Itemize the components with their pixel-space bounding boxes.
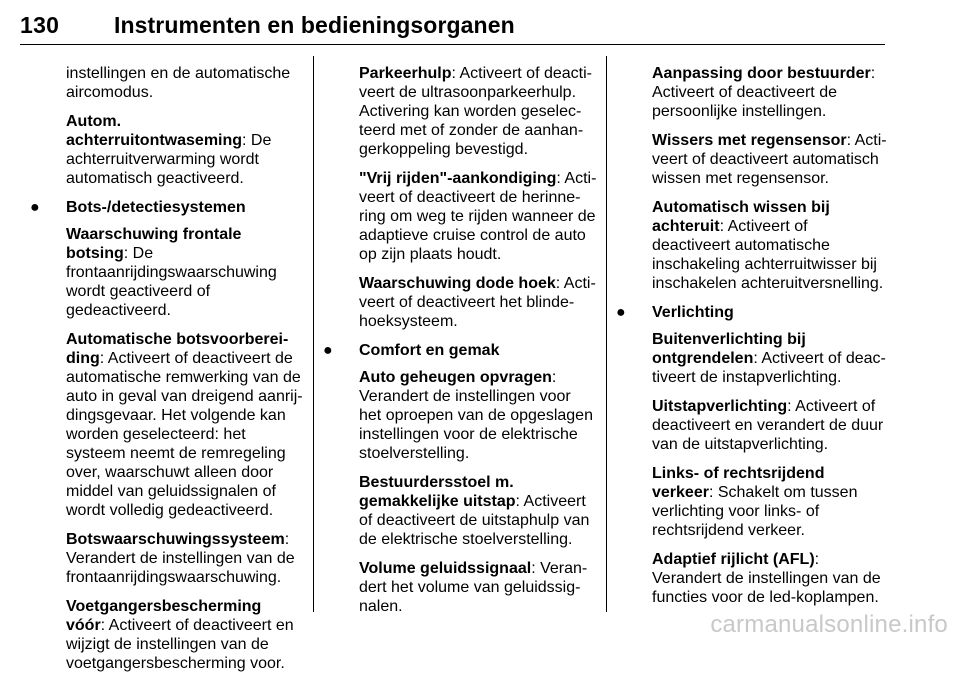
paragraph [66, 330, 304, 520]
page-title: Instrumenten en bedieningsorganen [114, 12, 515, 38]
description: : Activeert of deactiveert en verandert de duur van de uitstapverlichting. [652, 398, 884, 453]
term: Aanpassing door bestuurder [652, 65, 871, 82]
watermark: carmanualsonline.info [710, 611, 948, 638]
column-3 [616, 64, 890, 617]
term: Adaptief rijlicht (AFL) [652, 551, 815, 568]
paragraph [66, 597, 304, 673]
term: Volume geluidssignaal [359, 560, 532, 577]
page-number: 130 [20, 12, 60, 38]
term: Waarschuwing dode hoek [359, 275, 556, 292]
description: : Activeert of deactiveert automatische inschakeling achterruitwisser bij inschakelen achteruitversnelling. [652, 218, 884, 292]
paragraph [359, 559, 597, 616]
description: : Activeert of deactiveert de uitstaphulp van de elektrische stoelverstelling. [359, 493, 590, 548]
bullet-heading-label: Verlichting [652, 304, 734, 321]
description: : Activeert of deactiveert de ultrasoonparkeerhulp. Activering kan worden geselecteerd met of zonder de aanhangerkoppeling bevestigd. [359, 65, 592, 158]
term: Voetgangersbescherming vóór [66, 598, 262, 634]
bullet-heading-label: Comfort en gemak [359, 342, 500, 359]
paragraph [652, 464, 890, 540]
bullet-heading-label: Bots-/detectiesystemen [66, 199, 246, 216]
term: Automatisch wissen bij achteruit [652, 199, 830, 235]
paragraph [652, 330, 890, 387]
term: Buitenverlichting bij ontgrendelen [652, 331, 806, 367]
description: : Verandert de instellingen van de frontaanrijdingswaarschuwing. [66, 531, 295, 586]
description: : Schakelt om tussen verlichting voor links- of rechtsrijdend verkeer. [652, 484, 858, 539]
paragraph [652, 198, 890, 293]
bullet-heading [30, 198, 304, 217]
column-divider-1 [313, 56, 314, 612]
bullet-icon: ● [616, 304, 626, 321]
paragraph [652, 397, 890, 454]
bullet-icon: ● [30, 199, 40, 216]
term: Waarschuwing frontale botsing [66, 226, 242, 262]
paragraph [359, 169, 597, 264]
description: : Activeert of deactiveert de herinnering om weg te rijden wanneer de adaptieve cruise control de auto op zijn plaats houdt. [359, 170, 597, 263]
bullet-icon: ● [323, 342, 333, 359]
term: Bestuurdersstoel m. gemakkelijke uitstap [359, 474, 516, 510]
paragraph [359, 368, 597, 463]
term: Botswaarschuwingssysteem [66, 531, 285, 548]
column-2 [323, 64, 597, 626]
bullet-heading [323, 341, 597, 360]
paragraph [66, 530, 304, 587]
column-divider-2 [606, 56, 607, 612]
description: : Activeert of deactiveert de automatische remwerking van de auto in geval van dreigend aanrijdingsgevaar. Het volgende kan worden geselecteerd: het systeem neemt de remregeling over, waarschuwt alleen door middel van geluidssignalen of wordt volledig gedeactiveerd. [66, 350, 303, 519]
term: Wissers met regensensor [652, 132, 847, 149]
term: Auto geheugen opvragen [359, 369, 552, 386]
description: : Activeert of deactiveert het blinde-hoeksysteem. [359, 275, 596, 330]
paragraph [66, 225, 304, 320]
bullet-heading [616, 303, 890, 322]
column-1 [30, 64, 304, 683]
description: : De achterruitverwarming wordt automatisch geactiveerd. [66, 132, 272, 187]
paragraph [66, 112, 304, 188]
description: : De frontaanrijdingswaarschuwing wordt geactiveerd of gedeactiveerd. [66, 245, 277, 319]
paragraph [652, 550, 890, 607]
description: : Verandert de instellingen van de functies voor de led-koplampen. [652, 551, 881, 606]
paragraph [652, 131, 890, 188]
header-rule [20, 44, 885, 45]
description: : Verandert het volume van geluidssignalen. [359, 560, 588, 615]
paragraph [359, 64, 597, 159]
term: Automatische botsvoorbereiding [66, 331, 289, 367]
term: Links- of rechtsrijdend verkeer [652, 465, 825, 501]
description: : Verandert de instellingen voor het oproepen van de opgeslagen instellingen voor de elektrische stoelverstelling. [359, 369, 593, 462]
description: : Activeert of deactiveert de instapverlichting. [652, 350, 886, 386]
term: Autom. achterruitontwaseming [66, 113, 243, 149]
paragraph [359, 274, 597, 331]
paragraph: instellingen en de automatische aircomodus. [66, 65, 291, 101]
paragraph [652, 64, 890, 121]
description: : Activeert of deactiveert en wijzigt de instellingen van de voetgangersbescherming voor. [66, 617, 294, 672]
term: Uitstapverlichting [652, 398, 788, 415]
description: : Activeert of deactiveert de persoonlijke instellingen. [652, 65, 876, 120]
description: : Activeert of deactiveert automatisch wissen met regensensor. [652, 132, 887, 187]
paragraph [359, 473, 597, 549]
term: "Vrij rijden"-aankondiging [359, 170, 557, 187]
term: Parkeerhulp [359, 65, 452, 82]
